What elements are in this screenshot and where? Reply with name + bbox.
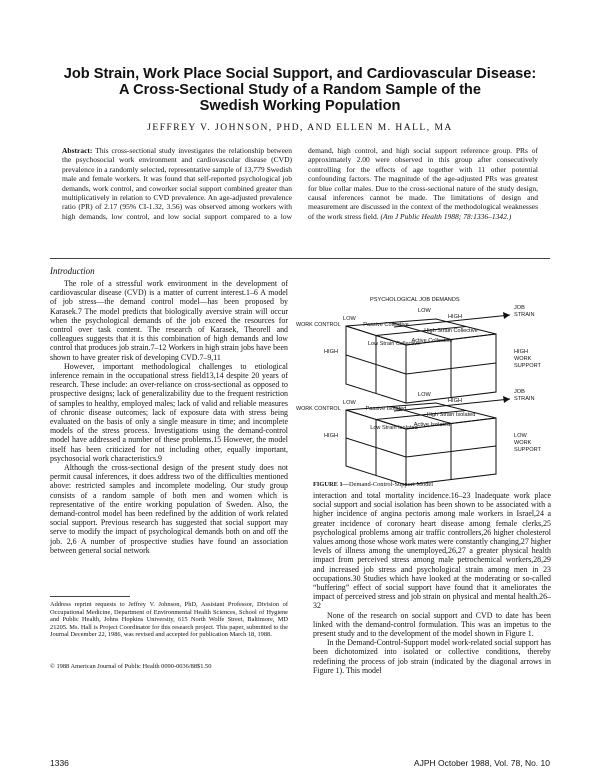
demand-low-label: LOW <box>343 400 356 406</box>
demand-control-support-diagram <box>296 293 556 485</box>
demands-axis-label: PSYCHOLOGICAL JOB DEMANDS <box>370 297 460 303</box>
copyright: © 1988 American Journal of Public Health 0090-0036/88$1.50 <box>50 663 212 670</box>
demand-low-label: LOW <box>343 316 356 322</box>
cell-active-isolated: Active Isolated <box>413 422 451 428</box>
abstract <box>62 146 538 246</box>
figure-caption-text: Demand-Control-Support Model <box>349 481 434 488</box>
cell-low-strain-isolated: Low Strain Isolated <box>370 425 418 431</box>
demand-low-label: LOW <box>418 392 431 398</box>
paragraph: In the Demand-Control-Support model work-related social support has been dichotomized into isolated or collective conditions, thereby redefining the process of job strain (indicated by the diagonal arrows in Figure 1). This model <box>313 638 551 675</box>
demand-low-label: LOW <box>418 308 431 314</box>
footnote: Address reprint requests to Jeffrey V. Johnson, PhD, Assistant Professor, Division of Occupational Medicine, Department of Environmental Health Sciences, School of Hygiene and Public Health, Johns Hopkins University, 615 North Wolfe Street, Baltimore, MD 21205. Ms. Hall is Project Coordinator for this research project. This paper, submitted to the Journal December 22, 1986, was revised and accepted for publication March 18, 1988. <box>50 601 288 638</box>
demand-high-label: HIGH <box>448 314 462 320</box>
cell-passive-isolated: Passive Isolated <box>365 406 407 412</box>
right-column-body <box>313 491 551 755</box>
page-number: 1336 <box>50 758 69 768</box>
title-line-1: Job Strain, Work Place Social Support, and Cardiovascular Disease: <box>63 66 537 82</box>
control-high-label: HIGH <box>324 433 338 439</box>
high-work-support-label: WORK <box>514 356 532 362</box>
section-rule <box>50 258 550 259</box>
job-strain-label: JOB <box>514 305 525 311</box>
low-work-support-label: WORK <box>514 440 532 446</box>
journal-reference: AJPH October 1988, Vol. 78, No. 10 <box>413 758 550 768</box>
left-column-body <box>50 279 288 585</box>
abstract-text: This cross-sectional study investigates the relationship between the psychosocial work environment and cardiovascular disease (CVD) prevalence in a randomly selected, representative sample of 13,779 Swedish male and female workers. It was found that self-reported psychological job demands, work control, and coworker social support combined greater than multiplicatively in relation to CVD prevalence. An age-adjusted prevalence ratio (PR) of 2.17 (95% CI-1.32, 3.56) was observed among workers with high demands, low control, and low social support compared to a low demand, high control, and high social support reference group. PRs of approximately 2.00 were observed in this group after consecutively controlling for the effects of age together with 11 other potential confounding factors. The magnitude of the age-adjusted PRs was greatest for blue collar males. Due to the cross-sectional nature of the study design, causal inferences cannot be made. The limitations of design and measurement are discussed in the context of the methodological weaknesses of the work stress field. <box>62 146 538 221</box>
high-work-support-label: HIGH <box>514 349 528 355</box>
high-work-support-label: SUPPORT <box>514 363 541 369</box>
low-work-support-label: LOW <box>514 433 527 439</box>
demand-high-label: HIGH <box>448 398 462 404</box>
title-line-3: Swedish Working Population <box>199 98 401 114</box>
low-work-support-label: SUPPORT <box>514 447 541 453</box>
work-control-label: WORK CONTROL <box>296 322 341 328</box>
paragraph: The role of a stressful work environment in the development of cardiovascular disease (CVD) is a matter of current interest.1–6 A model of job stress—the demand control model—has been proposed by Karasek.7 The model predicts that biologically aversive strain will occur when the psychological demands of the job exceed the resources for control over task content. The research of Karasek, Theorell and colleagues suggests that it is this combination of high demands and low control that produces job strain.7–12 Workers in high strain jobs have been shown to have greater risk of developing CVD.7–9,11 <box>50 279 288 362</box>
introduction-heading: Introduction <box>50 266 95 276</box>
figure-caption <box>313 481 433 488</box>
work-control-label: WORK CONTROL <box>296 406 341 412</box>
job-strain-label: STRAIN <box>514 396 535 402</box>
job-strain-label: JOB <box>514 389 525 395</box>
article-title <box>40 66 560 114</box>
paragraph: Although the cross-sectional design of the present study does not permit causal inferences, it does address two of the difficulties mentioned above: restricted samples and incomplete modeling. Our study group consists of a random sample of both men and women which is representative of the entire working population of Sweden. Also, the demand-control model has been redefined by the addition of work related social support. Previous research has suggested that social support may serve to modify the impact of psychological demands both on and off the job. 2,6 A number of prospective studies have found an association between general social network <box>50 463 288 555</box>
authors: JEFFREY V. JOHNSON, PHD, AND ELLEN M. HALL, MA <box>147 123 453 133</box>
paragraph: None of the research on social support and CVD to date has been linked with the demand-control formulation. This was an impetus to the present study and to the development of the model shown in Figure 1. <box>313 610 551 639</box>
cell-active-collective: Active Collective <box>411 338 453 344</box>
cell-high-strain-isolated: High Strain Isolated <box>426 412 476 418</box>
control-high-label: HIGH <box>324 349 338 355</box>
cell-passive-collective: Passive Collective <box>363 322 409 328</box>
job-strain-label: STRAIN <box>514 312 535 318</box>
footnote-rule <box>50 596 130 597</box>
paragraph: However, important methodological challenges to etiological inference remain in the occupational stress field13,14 despite 20 years of research. These include: an over-reliance on cross-sectional as opposed to prospective designs; lack of generalizability due to the frequent restriction of samples to healthy, employed males; lack of valid and reliable measures of chronic disease outcomes; lack of exposure data with stress being evaluated on the basis of only a single measure in time; and incomplete models of the stress process. Investigations using the demand-control model have addressed a number of these problems.15 However, the model itself has been criticized for not including other, equally important, psychosocial work characteristics.9 <box>50 361 288 463</box>
abstract-citation: (Am J Public Health 1988; 78:1336–1342.) <box>380 211 512 221</box>
cell-high-strain-collective: High Strain Collective <box>424 328 478 334</box>
paragraph: interaction and total mortality incidence.16–23 Inadequate work place social support and social isolation has been shown to be associated with a higher incidence of angina pectoris among male workers in Israel,24 a greater incidence of coronary heart disease among female clerks,25 psychological problems among air traffic controllers,26 higher cholesterol values among those whose work mates were constantly changing,27 higher levels of illness among the unemployed,26,27 a greater physical health impact from perceived stress among male petrochemical workers,28,29 and increased job stress and psychological strain among men in 23 occupations.30 Studies which have looked at the moderating or so-called “buffering” effect of social support have found that it ameliorates the impact of perceived stress and job strain on physical and mental health.26–32 <box>313 491 551 611</box>
figure-1 <box>296 293 556 485</box>
title-line-2: A Cross-Sectional Study of a Random Sample of the <box>119 82 481 98</box>
cell-low-strain-collective: Low Strain Collective <box>367 341 421 347</box>
figure-caption-label: FIGURE 1— <box>313 481 350 488</box>
abstract-lead: Abstract: <box>62 146 93 155</box>
